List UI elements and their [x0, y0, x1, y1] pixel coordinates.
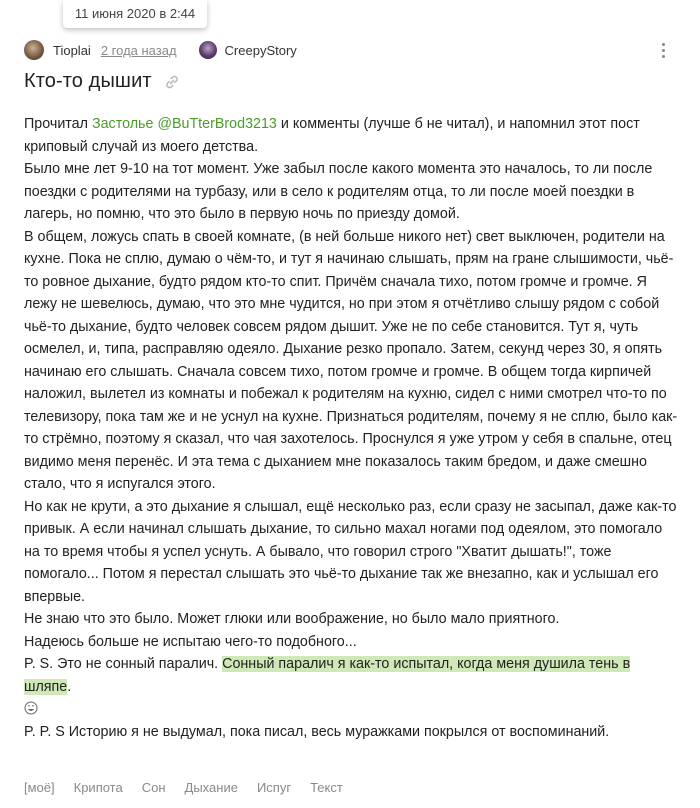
post-title[interactable]: Кто-то дышит: [24, 70, 152, 92]
paragraph-ps: P. S. Это не сонный паралич. Сонный паралич я как-то испытал, когда меня душила тень в шляпе.: [24, 653, 678, 721]
tag-tekst[interactable]: Текст: [310, 780, 343, 795]
tags-list: [24, 780, 343, 795]
tag-ispug[interactable]: Испуг: [256, 780, 292, 795]
tag-moe[interactable]: [моё]: [24, 780, 55, 795]
smile-emoji-icon: [24, 701, 38, 715]
title-row: [24, 70, 180, 93]
author-name[interactable]: Tioplai: [53, 42, 91, 58]
post-content: [24, 113, 678, 743]
date-tooltip: 11 июня 2020 в 2:44: [63, 0, 207, 28]
tag-kripota[interactable]: Крипота: [73, 780, 123, 795]
author-avatar[interactable]: [24, 40, 44, 60]
post-meta: [24, 38, 297, 62]
paragraph: Было мне лет 9-10 на тот момент. Уже забыл после какого момента это началось, то ли после поездки с родителями на турбазу, или в село к родителям отца, то ли после моей поездки в лагерь, но помню, что это было в первую ночь по приезду домой.: [24, 161, 653, 222]
link-icon[interactable]: [164, 74, 180, 90]
more-vertical-icon[interactable]: [654, 40, 672, 60]
community-avatar[interactable]: [199, 41, 217, 59]
post-time-link[interactable]: 2 года назад: [100, 42, 177, 58]
tag-dyhanie[interactable]: Дыхание: [184, 780, 238, 795]
paragraph: Надеюсь больше не испытаю чего-то подобного...: [24, 633, 357, 650]
paragraph: Не знаю что это было. Может глюки или воображение, но было мало приятного.: [24, 611, 560, 627]
paragraph: P. P. S Историю я не выдумал, пока писал, весь муражками покрылся от воспоминаний.: [24, 723, 610, 740]
story-link[interactable]: Застолье: [91, 116, 154, 132]
paragraph: Но как не крути, а это дыхание я слышал, ещё несколько раз, если сразу не засыпал, даже как-то привык. А если начинал слышать дыхание, то сильно махал ногами под одеялом, это помогало на то время чтобы я успел уснуть. А бывало, что говорил строго "Хватит дышать!", тоже помогало... Потом я перестал слышать это чьё-то дыхание так же внезапно, как и услышал его впервые.: [24, 498, 677, 605]
paragraph: В общем, ложусь спать в своей комнате, (в ней больше никого нет) свет выключен, родители на кухне. Пока не сплю, думаю о чём-то, и тут я начинаю слышать, прям на гране слышимости, чьё-то ровное дыхание, будто рядом кто-то спит. Причём сначала тихо, потом громче и громче. Я лежу не шевелюсь, думаю, что это мне чудится, но при этом я отчётливо слышу рядом с собой чьё-то дыхание, будто человек совсем рядом дышит. Уже не по себе становится. Тут я, чуть осмелел, и, типа, расправляю одеяло. Дыхание резко пропало. Затем, секунд через 30, я опять начинаю его слышать. Сначала совсем тихо, потом громче и громче. В общем тогда кирпичей наложил, вылетел из комнаты и побежал к родителям на кухню, сидел с ними смотрел что-то по телевизору, пока там же и не уснул на кухне. Признаться родителям, почему я не сплю, было как-то стрёмно, поэтому я сказал, что чая захотелось. Проснулся я уже утром у себя в спальне, отец видимо меня перенёс. И эта тема с дыханием мне показалось таким бредом, и даже смешно стало, что я испугался этого.: [24, 228, 678, 492]
tag-son[interactable]: Сон: [141, 780, 166, 795]
paragraph: Прочитал Застолье @BuTterBrod3213 и комменты (лучше б не читал), и напомнил этот пост криповый случай из моего детства.: [24, 116, 640, 155]
community-name[interactable]: CreepyStory: [224, 42, 297, 58]
highlighted-text: Сонный паралич я как-то испытал, когда меня душила тень в шляпе: [24, 656, 631, 695]
user-mention-link[interactable]: @BuTterBrod3213: [157, 116, 277, 132]
